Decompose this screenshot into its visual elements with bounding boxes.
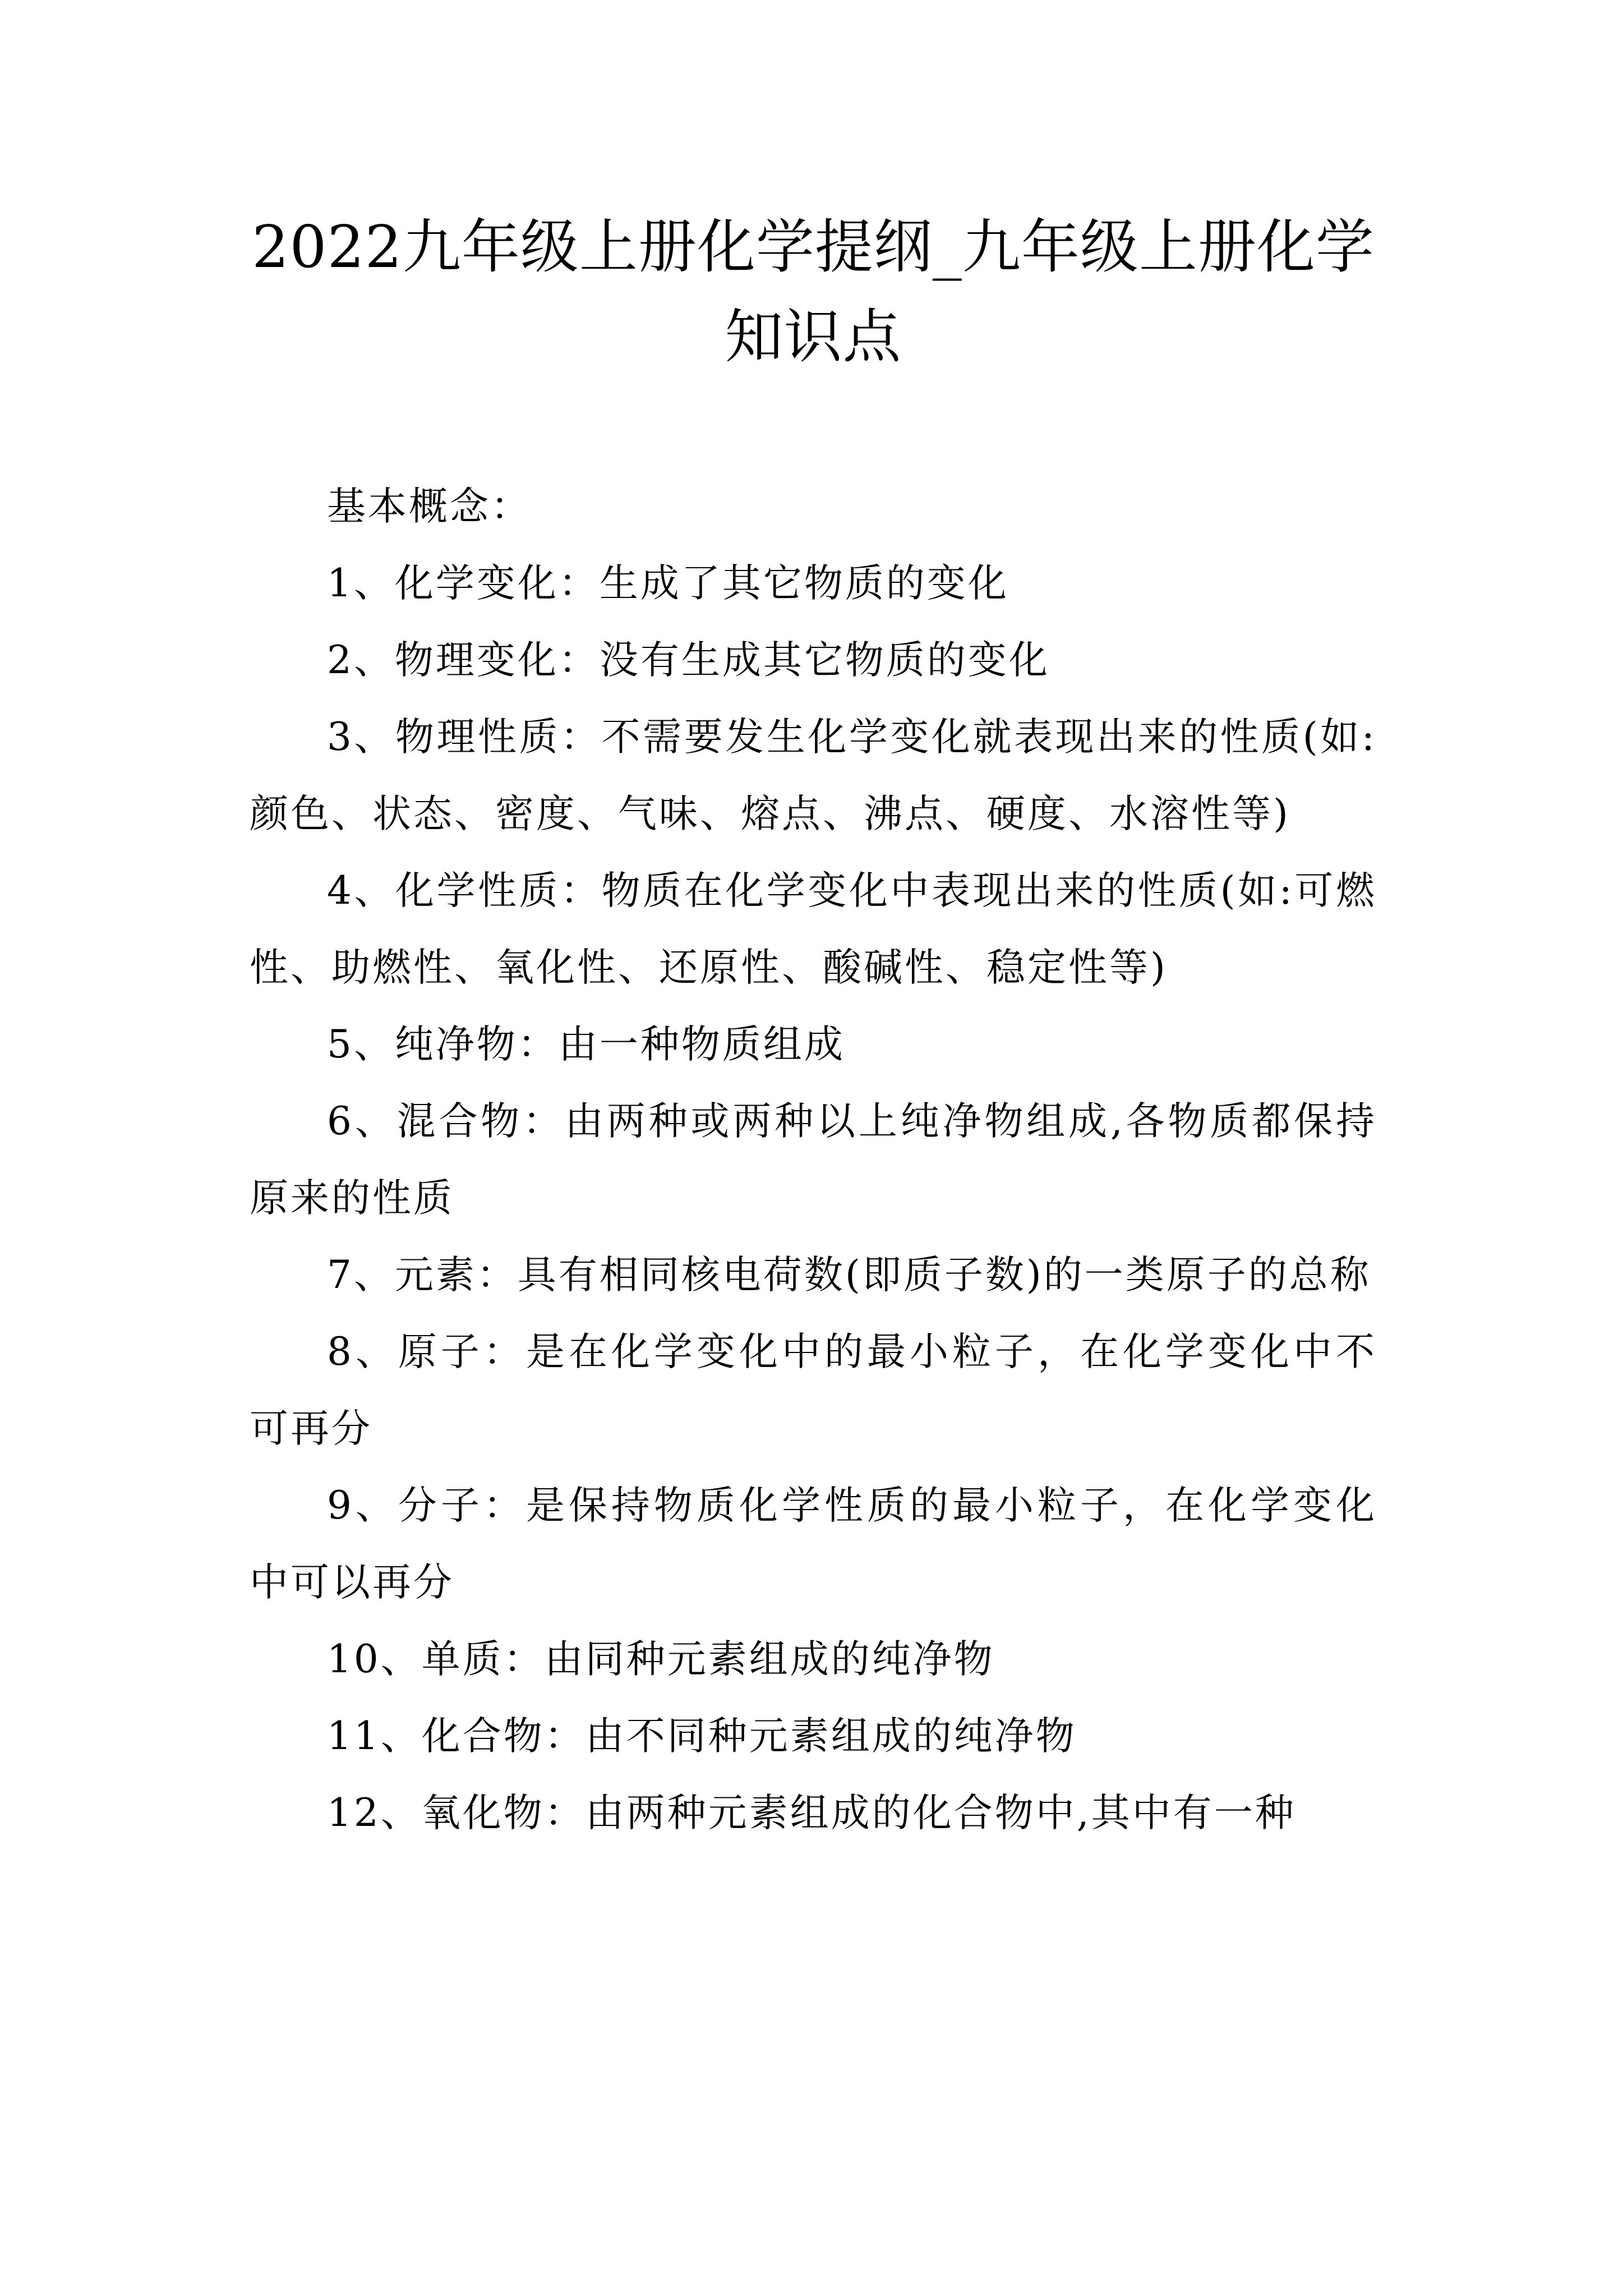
paragraph-pure-substance: 5、纯净物：由一种物质组成 xyxy=(327,1022,845,1067)
paragraph-atom: 8、原子：是在化学变化中的最小粒子，在化学变化中不可再分 xyxy=(250,1329,1377,1451)
paragraph-simple-substance: 10、单质：由同种元素组成的纯净物 xyxy=(327,1637,995,1682)
paragraph-chemical-property: 4、化学性质：物质在化学变化中表现出来的性质(如:可燃性、助燃性、氧化性、还原性、酸碱性、稳定性等) xyxy=(250,868,1377,990)
document-title: 2022九年级上册化学提纲_九年级上册化学知识点 xyxy=(252,213,1375,371)
paragraph-physical-change: 2、物理变化：没有生成其它物质的变化 xyxy=(327,638,1050,683)
paragraph-mixture: 6、混合物：由两种或两种以上纯净物组成,各物质都保持原来的性质 xyxy=(250,1099,1377,1221)
document-body xyxy=(250,468,1377,1852)
paragraph-chemical-change: 1、化学变化：生成了其它物质的变化 xyxy=(327,561,1009,606)
paragraph-oxide: 12、氧化物：由两种元素组成的化合物中,其中有一种 xyxy=(327,1791,1296,1835)
paragraph-molecule: 9、分子：是保持物质化学性质的最小粒子，在化学变化中可以再分 xyxy=(250,1483,1377,1605)
paragraph-basic-concepts: 基本概念： xyxy=(327,484,532,529)
paragraph-compound: 11、化合物：由不同种元素组成的纯净物 xyxy=(327,1714,1077,1759)
paragraph-physical-property: 3、物理性质：不需要发生化学变化就表现出来的性质(如:颜色、状态、密度、气味、熔点、沸点、硬度、水溶性等) xyxy=(250,715,1377,836)
paragraph-element: 7、元素：具有相同核电荷数(即质子数)的一类原子的总称 xyxy=(327,1253,1371,1297)
